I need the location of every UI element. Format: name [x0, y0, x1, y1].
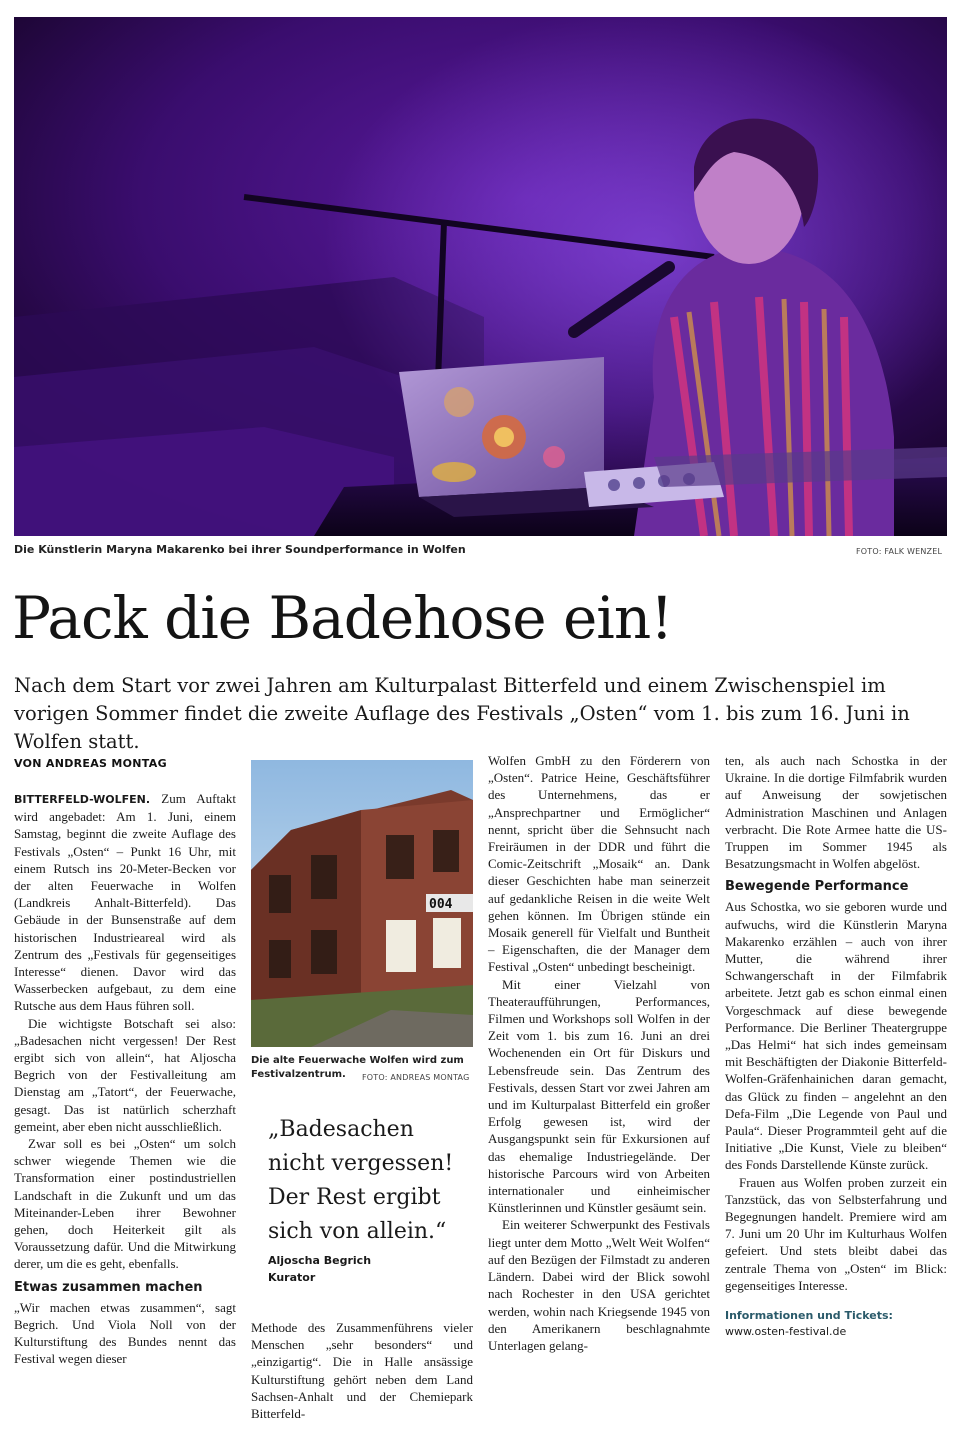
paragraph: Ein weiterer Schwerpunkt des Festivals liegt unter dem Motto „Welt Weit Wolfen“ auf den Bezügen der Filmstadt zu anderen Ländern. Dabei wird der Blick sowohl nach Rochester in den USA gerichtet werden, wohin nach Kriegsende 1945 von den Amerikanern beschlagnahmte Unterlagen gelang- — [488, 1217, 710, 1353]
paragraph: Die wichtigste Botschaft sei also: „Badesachen nicht vergessen! Der Rest ergibt sich von allein“, hat Aljoscha Begrich von der Festivalleitung am Dienstag am „Tatort“, der Feuerwache, gesagt. Das ist natürlich scherzhaft gemeint, aber eben nicht ausschließlich. — [14, 1015, 236, 1134]
article-column-2 — [251, 1319, 473, 1422]
article-column-1 — [14, 790, 236, 1368]
article-column-4 — [725, 752, 947, 1340]
paragraph: Methode des Zusammenführens vieler Menschen „sehr besonders“ und „einzigartig“. Die in Halle ansässige Kulturstiftung gehört neben dem Land Sachsen-Anhalt und der Chemiepark Bitterfeld- — [251, 1320, 473, 1422]
dateline: BITTERFELD-WOLFEN. — [14, 793, 151, 806]
paragraph — [14, 790, 236, 1015]
paragraph: Mit einer Vielzahl von Theateraufführungen, Performances, Filmen und Workshops soll Wolfen in der Zeit vom 1. bis zum 16. Juni an drei Wochenenden ein Ort für Diskurs und Lebensfreude sein. Das Zentrum des Festivals, dessen Start vor zwei Jahren am und im Kulturpalast Bitterfeld ein großer Erfolg gewesen ist, wird der Ausgangspunkt sein für Exkursionen auf das ehemalige Industriegelände. Der historische Parcours wird von Arbeiten internationaler und einheimischer Künstlerinnen und Künstler gesäumt sein. — [488, 976, 710, 1216]
festival-website-link[interactable]: www.osten-festival.de — [725, 1325, 847, 1339]
quote-author: Aljoscha Begrich — [268, 1254, 372, 1267]
paragraph: Wolfen GmbH zu den Förderern von „Osten“. Patrice Heine, Geschäftsführer des Unternehmens, das er „Ansprechpartner und Ermöglicher“ nennt, spricht über die Sehnsucht nach Freiräumen in der DDR und führt die Comic-Zeitschrift „Mosaik“ an. Dank dieser Geschichten habe man seinerzeit auf gedankliche Reisen in die weite Welt gehen können. Im Übrigen stünde ein Mosaik generell für Vielfalt und Buntheit – Eigenschaften, die der Manager dem Festival „Osten“ unbedingt bescheinigt. — [488, 753, 710, 975]
building-number-sign: 004 — [429, 897, 453, 912]
section-heading: Etwas zusammen machen — [14, 1279, 203, 1295]
byline: VON ANDREAS MONTAG — [14, 757, 167, 770]
quote-role: Kurator — [268, 1271, 316, 1284]
paragraph: ten, als auch nach Schostka in der Ukraine. In die dortige Filmfabrik wurden auf Anweisung der sowjetischen Administration Maschinen und Anlagen verbracht. Die Rote Armee hatte die US-Truppen im Sommer 1945 als Besatzungsmacht in Wolfen abgelöst. — [725, 753, 947, 872]
subheadline: Nach dem Start vor zwei Jahren am Kulturpalast Bitterfeld und einem Zwischenspiel im vorigen Sommer findet die zweite Auflage des Festivals „Osten“ vom 1. bis zum 16. Juni in Wolfen statt. — [14, 674, 910, 753]
paragraph-text: Zum Auftakt wird angebadet: Am 1. Juni, einem Samstag, beginnt die zweite Auflage des Festivals „Osten“ – Punkt 16 Uhr, mit einem Rutsch ins 20-Meter-Becken vor der alten Feuerwache in Wolfen (Landkreis Anhalt-Bitterfeld). Das Gebäude in der Bunsenstraße auf dem historischen Industrieareal wird als Zentrum des „Festivals für gegenseitiges Interesse“ dienen. Davor wird das Wasserbecken aufgebaut, zu dem eine Rutsche aus dem Haus führen soll. — [14, 791, 236, 1014]
pull-quote: „Badesachen nicht vergessen! Der Rest ergibt sich von allein.“ — [268, 1117, 454, 1244]
photo-caption: Die Künstlerin Maryna Makarenko bei ihrer Soundperformance in Wolfen — [14, 543, 466, 556]
photo-credit: FOTO: FALK WENZEL — [856, 547, 943, 556]
stage-photo — [14, 17, 947, 536]
fire-station-photo — [251, 760, 473, 1047]
quote-attribution — [268, 1252, 371, 1286]
paragraph: „Wir machen etwas zusammen“, sagt Begrich. Und Viola Noll von der Kulturstiftung des Bundes nennt das Festival wegen dieser — [14, 1299, 236, 1367]
paragraph: Frauen aus Wolfen proben zurzeit ein Tanzstück, das von Selbsterfahrung und Begegnungen handelt. Premiere wird am 7. Juni um 20 Uhr im Kulturhaus Wolfen gefeiert. Und stets bleibt dabei das zentrale Thema von „Osten“ im Blick: gegenseitiges Interesse. — [725, 1174, 947, 1293]
photo-credit-2: FOTO: ANDREAS MONTAG — [362, 1073, 470, 1082]
headline: Pack die Badehose ein! — [12, 584, 673, 652]
paragraph: Aus Schostka, wo sie geboren wurde und aufwuchs, wird die Künstlerin Maryna Makarenko erzählen – auch von ihrer Mutter, die während ihrer Schwangerschaft in der Filmfabrik arbeitete. Jetzt gab es schon einmal einen Vorgeschmack auf diese bewegende Performance. Die Berliner Theatergruppe „Das Helmi“ hat sich indes gemeinsam mit Beschäftigten der Diakonie Bitterfeld-Wolfen-Gräfenhainichen daran gemacht, das Glück zu finden – angelehnt an den Defa-Film „Die Legende von Paul und Paula“. Dieser Programmteil geht auf die Initiative „Die Kunst, Viele zu bleiben“ des Fonds Darstellende Künste zurück. — [725, 899, 947, 1173]
info-heading: Informationen und Tickets: — [725, 1309, 893, 1323]
article-column-3 — [488, 752, 710, 1354]
photo-caption-2: Die alte Feuerwache Wolfen wird zum Festivalzentrum. — [251, 1055, 464, 1080]
paragraph: Zwar soll es bei „Osten“ um solch schwer wiegende Themen wie die Transformation einer postindustriellen Landschaft in die Zukunft und um das Miteinander-Leben ihrer Bewohner gehen, doch Heiterkeit gilt als Voraussetzung dafür. Und die Mitwirkung derer, um die es geht, ebenfalls. — [14, 1136, 236, 1272]
section-heading: Bewegende Performance — [725, 879, 909, 895]
